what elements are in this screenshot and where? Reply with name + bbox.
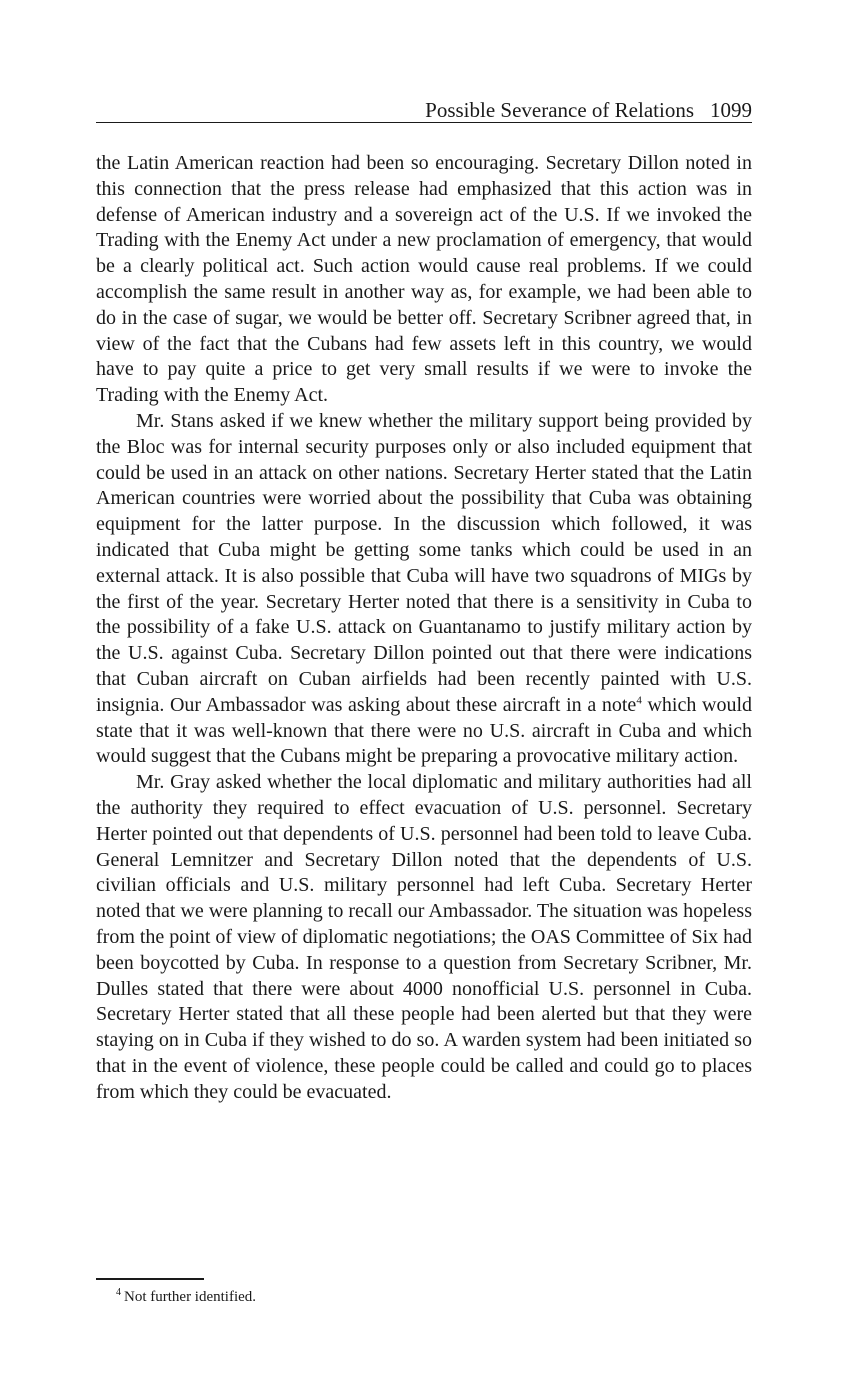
paragraph-3: Mr. Gray asked whether the local diplomatic and military authorities had all the authority they required to effect evacuation of U.S. personnel. Secretary Herter pointed out that dependents of U.S. personnel had been told to leave Cuba. General Lemnitzer and Secretary Dillon noted that the dependents of U.S. civilian officials and U.S. military personnel had left Cuba. Secretary Herter noted that we were planning to recall our Ambassador. The situation was hopeless from the point of view of diplomatic negotiations; the OAS Committee of Six had been boycotted by Cuba. In response to a question from Secretary Scribner, Mr. Dulles stated that there were about 4000 nonofficial U.S. personnel in Cuba. Secretary Herter stated that all these people had been alerted but that they were staying on in Cuba if they wished to do so. A warden system had been initiated so that in the event of violence, these people could be called and could go to places from which they could be evacuated. <box>96 771 753 1103</box>
paragraph-2 <box>96 409 752 770</box>
running-head-title: Possible Severance of Relations <box>425 98 694 122</box>
page-number: 1099 <box>710 98 752 122</box>
footnote-text: Not further identified. <box>124 1289 257 1305</box>
footnote <box>96 1287 752 1307</box>
body-text <box>96 151 752 1105</box>
paragraph-2-text-after-note: which would state that it was well-known that there were no U.S. aircraft in Cuba and which would suggest that the Cubans might be preparing a provocative military action. <box>96 693 752 768</box>
paragraph-2-text-before-note: Mr. Stans asked if we knew whether the military support being provided by the Bloc was for internal security purposes only or also included equipment that could be used in an attack on other nations. Secretary Herter stated that the Latin American countries were worried about the possibility that Cuba was obtaining equipment for the latter purpose. In the discussion which followed, it was indicated that Cuba might be getting some tanks which could be used in an external attack. It is also possible that Cuba will have two squadrons of MIGs by the first of the year. Secretary Herter noted that there is a sensitivity in Cuba to the possibility of a fake U.S. attack on Guantanamo to justify military action by the U.S. against Cuba. Secretary Dillon pointed out that there were indications that Cuban aircraft on Cuban airfields had been recently painted with U.S. insignia. Our Ambassador was asking about these aircraft in a note <box>96 409 752 716</box>
footnote-reference: 4 <box>636 694 642 707</box>
footnote-mark: 4 <box>116 1287 121 1298</box>
paragraph-1: the Latin American reaction had been so encouraging. Secretary Dillon noted in this connection that the press release had emphasized that this action was in defense of American industry and a sovereign act of the U.S. If we invoked the Trading with the Enemy Act under a new proclamation of emergency, that would be a clearly political act. Such action would cause real problems. If we could accomplish the same result in another way as, for example, we had been able to do in the case of sugar, we would be better off. Secretary Scribner agreed that, in view of the fact that the Cubans had few assets left in this country, we would have to pay quite a price to get very small results if we were to invoke the Trading with the Enemy Act. <box>96 152 752 407</box>
footnote-divider <box>96 1278 204 1280</box>
running-head <box>96 98 752 123</box>
